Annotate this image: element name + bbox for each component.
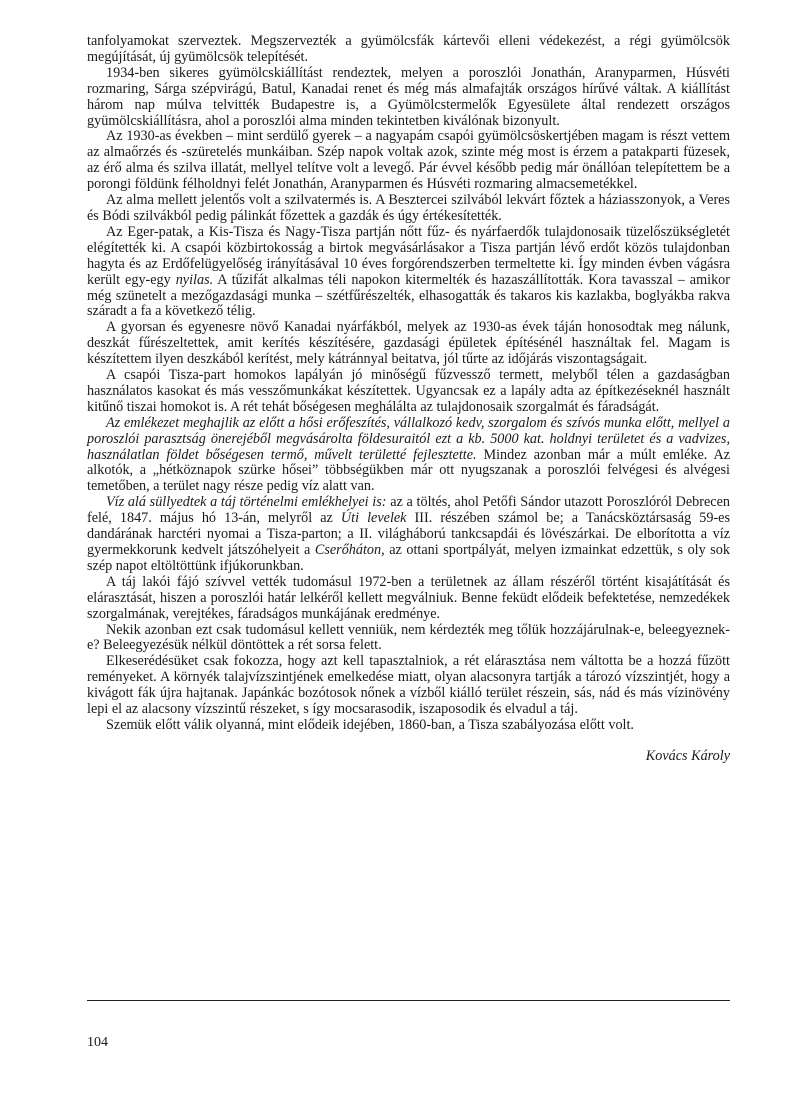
paragraph-list xyxy=(87,34,730,734)
paragraph xyxy=(87,654,730,718)
text-run: Mindez azonban már a múlt emléke. Az alkotók, a „hétköznapok szürke hősei” többségükben már ott nyugszanak a poroszlói felvégesi és alvégesi temetőben, a terület nagy része pedig víz alatt van. xyxy=(87,446,730,495)
text-run: A tűzifát alkalmas téli napokon kitermelték és hazaszállították. Kora tavasszal – amikor még szünetelt a mezőgazdasági munka – szétfűrészelték, elhasogatták és takaros kis kazlakba, boglyákba rakva száradt a fa a következő télig. xyxy=(87,271,730,320)
footer-rule xyxy=(87,1000,730,1001)
text-run: Az 1930-as években – mint serdülő gyerek – a nagyapám csapói gyümölcsöskertjében magam is részt vettem az almaőrzés és -szüretelés munkáiban. Szép napok voltak azok, szinte még most is érzem a patakparti füzesek, az érő alma és szilva illatát, mellyel telítve volt a levegő. Pár évvel később pedig már önállóan telepítettem be a porongi földünk félholdnyi felét Jonathán, Aranyparmen és Húsvéti rozmaring almacsemetékkel. xyxy=(87,128,730,193)
italic-text-run: Cserőháton, xyxy=(314,542,385,558)
paragraph xyxy=(87,66,730,130)
text-run: Az Eger-patak, a Kis-Tisza és Nagy-Tisza partján nőtt fűz- és nyárfaerdők tulajdonosaik tüzelőszükségletét elégítették ki. A csapói közbirtokosság a birtok megvásárlásakor a Tisza partján lévő erdőt közös tulajdonban hagyta és az Erdőfelügyelőség irányításával 10 éves forgórendszerben termeltette ki. Így minden évben vágásra került egy-egy xyxy=(87,223,730,288)
paragraph xyxy=(87,320,730,368)
paragraph xyxy=(87,368,730,416)
text-run: A gyorsan és egyenesre növő Kanadai nyárfákból, melyek az 1930-as évek táján honosodtak meg nálunk, deszkát fűrészeltettek, amit kerítés készítésére, gazdasági épületek építésénél használtak fel. Magam is készítettem ilyen deszkából kerítést, mely kátránnyal beitatva, jól tűrte az időjárás viszontagságait. xyxy=(87,319,730,368)
text-run: A táj lakói fájó szívvel vették tudomásul 1972-ben a területnek az állam részéről történt kisajátítását és elárasztását, hiszen a poroszlói határ lelkéről kellett megválniuk. Benne feküdt elődeik befektetése, nemzedékek szorgalmának, verejtékes, fáradságos munkájának eredménye. xyxy=(87,573,730,622)
paragraph xyxy=(87,225,730,320)
italic-text-run: nyilas. xyxy=(175,271,214,288)
paragraph xyxy=(87,416,730,496)
paragraph xyxy=(87,193,730,225)
article-body xyxy=(87,34,730,764)
paragraph xyxy=(87,623,730,655)
italic-text-run: Úti levelek xyxy=(340,510,407,527)
paragraph xyxy=(87,495,730,575)
text-run: A csapói Tisza-part homokos lapályán jó minőségű fűzvessző termett, melyből télen a gazdaságban használatos kasokat és más vesszőmunkákat készítettek. Ugyancsak ez a lapály adta az építkezéseknél használt kitűnő tiszai homokot is. A rét tehát bőségesen meghálálta az tulajdonosaik szorgalmát és fáradságát. xyxy=(87,367,730,415)
paragraph xyxy=(87,129,730,193)
text-run: III. részében számol be; a Tanácsköztársaság 59-es dandárának harctéri nyomai a Tisza-parton; a II. világháború tankcsapdái és lövészárkai. De elborította a víz gyermekkorunk kedvelt játszóhelyeit a xyxy=(87,510,730,558)
paragraph xyxy=(87,575,730,623)
text-run: Nekik azonban ezt csak tudomásul kellett venniük, nem kérdezték meg tőlük hozzájárulnak-e, beleegyeznek-e? Beleegyezésük nélkül döntöttek a rét sorsa felett. xyxy=(87,621,730,654)
author-signature: Kovács Károly xyxy=(645,747,730,764)
text-run: Az alma mellett jelentős volt a szilvatermés is. A Besztercei szilvából lekvárt főztek a háziasszonyok, a Veres és Bódi szilvákból pedig pálinkát főzettek a gazdák és úgy értékesítették. xyxy=(87,192,730,224)
page-number: 104 xyxy=(87,1035,108,1050)
text-run: az a töltés, ahol Petőfi Sándor utazott Poroszlóról Debrecen felé, 1847. május hó 13-án, melyről az xyxy=(87,494,730,527)
paragraph xyxy=(87,34,730,66)
italic-text-run: Víz alá süllyedtek a táj történelmi emlékhelyei is: xyxy=(106,494,387,511)
paragraph xyxy=(87,718,730,734)
text-run: Szemük előtt válik olyanná, mint elődeik idejében, 1860-ban, a Tisza szabályozása előtt volt. xyxy=(106,716,634,733)
italic-text-run: Az emlékezet meghajlik az előtt a hősi erőfeszítés, vállalkozó kedv, szorgalom és szívós munka előtt, mellyel a poroszlói parasztság önerejéből megvásárolta földesuraitól ezt a kb. 5000 kat. holdnyi területet és a vadvizes, használatlan földet bőségesen termő, művelt területté fejlesztette. xyxy=(87,414,730,463)
text-run: tanfolyamokat szerveztek. Megszervezték a gyümölcsfák kártevői elleni védekezést, a régi gyümölcsök megújítását, új gyümölcsök telepítését. xyxy=(87,33,730,65)
text-run: 1934-ben sikeres gyümölcskiállítást rendeztek, melyen a poroszlói Jonathán, Aranyparmen, Húsvéti rozmaring, Sárga szépvirágú, Batul, Kanadai renet és még más almafajták országos hírűvé váltak. A kiállítást három nap múlva telvitték Budapestre is, a Gyümölcstermelők Egyesülete által rendezett országos gyümölcskiállításra, ahol a poroszlói alma minden tekintetben kiválónak bizonyult. xyxy=(87,64,730,129)
text-run: az ottani sportpályát, melyen izmainkat edzettük, s oly sok szép napot eltöltöttünk ifjúkorunkban. xyxy=(87,542,730,574)
text-run: Elkeserédésüket csak fokozza, hogy azt kell tapasztalniok, a rét elárasztása nem váltotta be a hozzá fűzött reményeket. A környék talajvízszintjének emelkedése miatt, olyan alacsonyra tartják a tározó vízszintjét, hogy a kivágott fák újra hajtanak. Japánkác bozótosok nőnek a vízből kiálló terület részein, sás, nád és más vízinövény lepi el az alacsony vízszintű részeket, s így mocsarasodik, iszaposodik és elvadul a táj. xyxy=(87,653,730,718)
